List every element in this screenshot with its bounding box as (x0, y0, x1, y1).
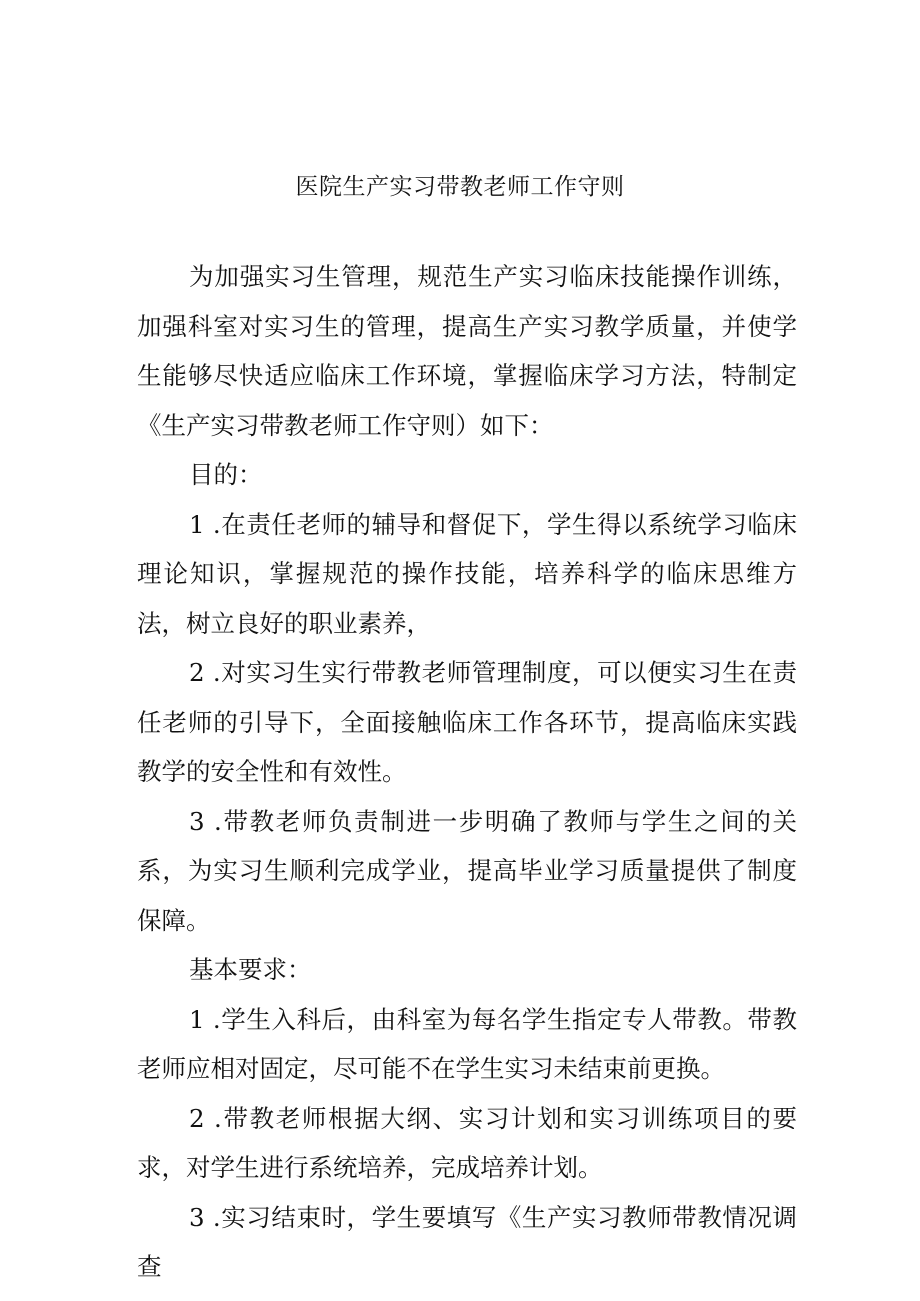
section-heading-requirements: 基本要求： (189, 955, 312, 984)
purpose-item-1: 1 .在责任老师的辅导和督促下，学生得以系统学习临床理论知识，掌握规范的操作技能，培养科学的临床思维方法，树立良好的职业素养， (137, 509, 797, 638)
section-heading-purpose: 目的： (189, 460, 263, 489)
document-title: 医院生产实习带教老师工作守则 (295, 174, 625, 200)
requirement-item-3: 3 .实习结束时，学生要填写《生产实习教师带教情况调查 (137, 1202, 797, 1281)
requirement-item-1: 1 .学生入科后，由科室为每名学生指定专人带教。带教老师应相对固定，尽可能不在学生实习未结束前更换。 (137, 1004, 797, 1083)
purpose-item-2: 2 .对实习生实行带教老师管理制度，可以便实习生在责任老师的引导下，全面接触临床工作各环节，提高临床实践教学的安全性和有效性。 (137, 658, 797, 786)
purpose-item-3: 3 .带教老师负责制进一步明确了教师与学生之间的关系，为实习生顺利完成学业，提高毕业学习质量提供了制度保障。 (137, 806, 797, 935)
intro-paragraph: 为加强实习生管理，规范生产实习临床技能操作训练，加强科室对实习生的管理，提高生产实习教学质量，并使学生能够尽快适应临床工作环境，掌握临床学习方法，特制定《生产实习带教老师工作守则）如下： (137, 262, 797, 440)
requirement-item-2: 2 .带教老师根据大纲、实习计划和实习训练项目的要求，对学生进行系统培养，完成培养计划。 (137, 1103, 797, 1182)
document-body (137, 252, 797, 1292)
